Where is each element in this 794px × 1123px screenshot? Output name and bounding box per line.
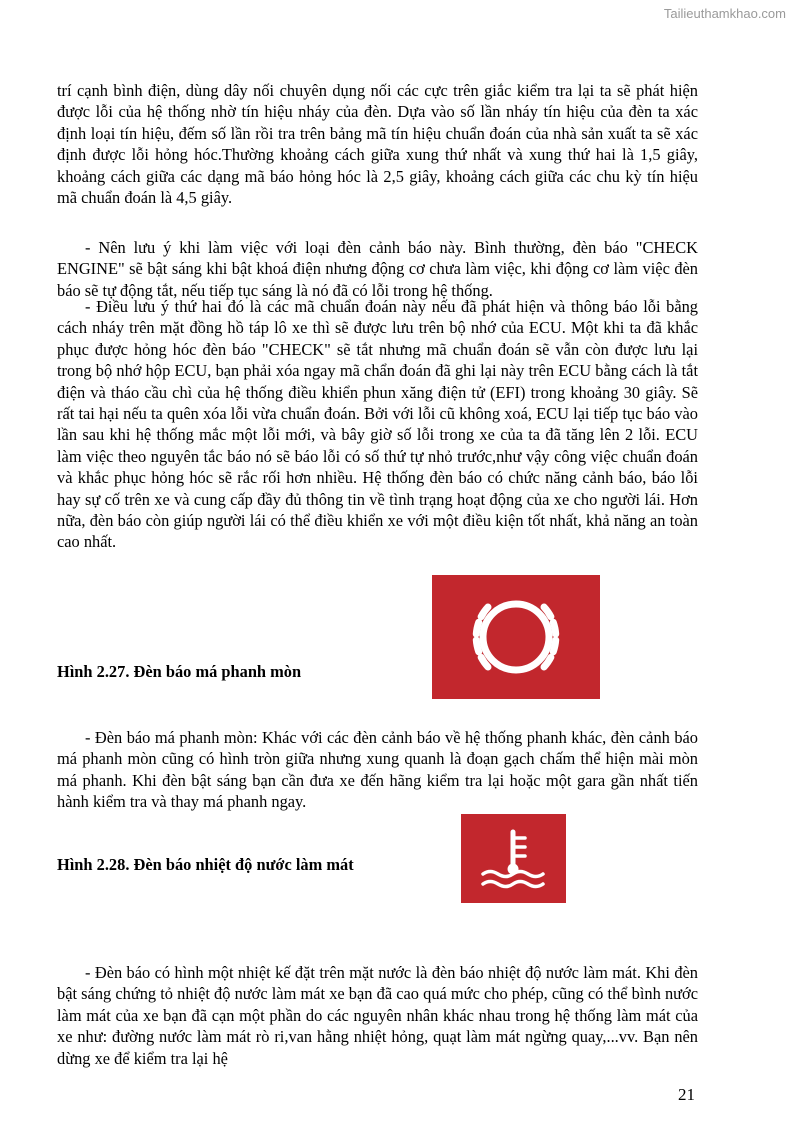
watermark: Tailieuthamkhao.com bbox=[663, 6, 786, 21]
paragraph-5: - Đèn báo có hình một nhiệt kế đặt trên mặt nước là đèn báo nhiệt độ nước làm mát. Khi đèn bật sáng chứng tỏ nhiệt độ nước làm mát xe bạn đã cao quá mức cho phép, cũng có thể bình nước làm mát của xe bạn đã cạn một phần do các nguyên nhân khác nhau trong hệ thống làm mát của xe như: đường nước làm mát rò ri,van hằng nhiệt hỏng, quạt làm mát ngừng quay,...vv. Bạn nên dừng xe để kiểm tra lại hệ bbox=[57, 963, 698, 1068]
figure-caption-2-28: Hình 2.28. Đèn báo nhiệt độ nước làm mát bbox=[57, 855, 354, 874]
page-number: 21 bbox=[678, 1085, 695, 1104]
figure-caption-2-27: Hình 2.27. Đèn báo má phanh mòn bbox=[57, 662, 302, 681]
coolant-temperature-warning-icon bbox=[461, 814, 566, 903]
paragraph-1: trí cạnh bình điện, dùng dây nối chuyên dụng nối các cực trên giắc kiểm tra lại ta sẽ phát hiện được lỗi của hệ thống nhờ tín hiệu nháy của đèn. Dựa vào số lần nháy tín hiệu của đèn ta xác định loại tín hiệu, đếm số lần rồi tra trên bảng mã tín hiệu chuẩn đoán của nhà sản xuất ta sẽ xác định được lỗi hỏng hóc.Thường khoảng cách giữa xung thứ nhất và xung thứ hai là 1,5 giây, khoảng cách giữa các dạng mã báo hỏng hóc là 2,5 giây, khoảng cách giữa các chu kỳ tín hiệu mã chuẩn đoán là 4,5 giây. bbox=[57, 81, 698, 208]
paragraph-4: - Đèn báo má phanh mòn: Khác với các đèn cảnh báo về hệ thống phanh khác, đèn cảnh báo má phanh mòn cũng có hình tròn giữa nhưng xung quanh là đoạn gạch chấm thể hiện mài mòn má phanh. Khi đèn bật sáng bạn cần đưa xe đến hãng kiểm tra lại hoặc một gara gần nhất tiến hành kiểm tra và thay má phanh ngay. bbox=[57, 728, 698, 812]
paragraph-2: - Nên lưu ý khi làm việc với loại đèn cảnh báo này. Bình thường, đèn báo "CHECK ENGINE" sẽ bật sáng khi bật khoá điện nhưng động cơ chưa làm việc, khi động cơ làm việc đèn báo sẽ tự động tắt, nếu tiếp tục sáng là nó đã có lỗi trong hệ thống. bbox=[57, 238, 698, 300]
brake-pad-wear-warning-icon bbox=[432, 575, 600, 699]
paragraph-3: - Điều lưu ý thứ hai đó là các mã chuẩn đoán này nếu đã phát hiện và thông báo lỗi bằng cách nháy trên mặt đồng hồ táp lô xe thì sẽ được lưu trên bộ nhớ của ECU. Một khi ta đã khắc phục được hỏng hóc đèn báo "CHECK" sẽ tắt nhưng mã chuẩn đoán sẽ vẫn còn được lưu lại trong bộ nhớ hộp ECU, bạn phải xóa ngay mã chẩn đoán đã ghi lại này trên ECU bằng cách là tắt điện và tháo cầu chì của hệ thống điều khiển phun xăng điện tử (EFI) trong khoảng 30 giây. Sẽ rất tai hại nếu ta quên xóa lỗi vừa chuẩn đoán. Bởi với lỗi cũ không xoá, ECU lại tiếp tục báo vào lần sau khi hệ thống mắc một lỗi mới, và bây giờ số lỗi trong xe của ta đã tăng lên 2 lỗi. ECU làm việc theo nguyên tắc báo nó sẽ báo lỗi có số thứ tự nhỏ trước,như vậy công việc chuẩn đoán và khắc phục hỏng hóc sẽ rắc rối hơn nhiều. Hệ thống đèn báo có chức năng cảnh báo, báo lỗi hay sự cố trên xe và cung cấp đầy đủ thông tin về tình trạng hoạt động của xe cho người lái. Hơn nữa, đèn báo còn giúp người lái có thể điều khiển xe với một điều kiện tốt nhất, khả năng an toàn cao nhất. bbox=[57, 297, 698, 552]
